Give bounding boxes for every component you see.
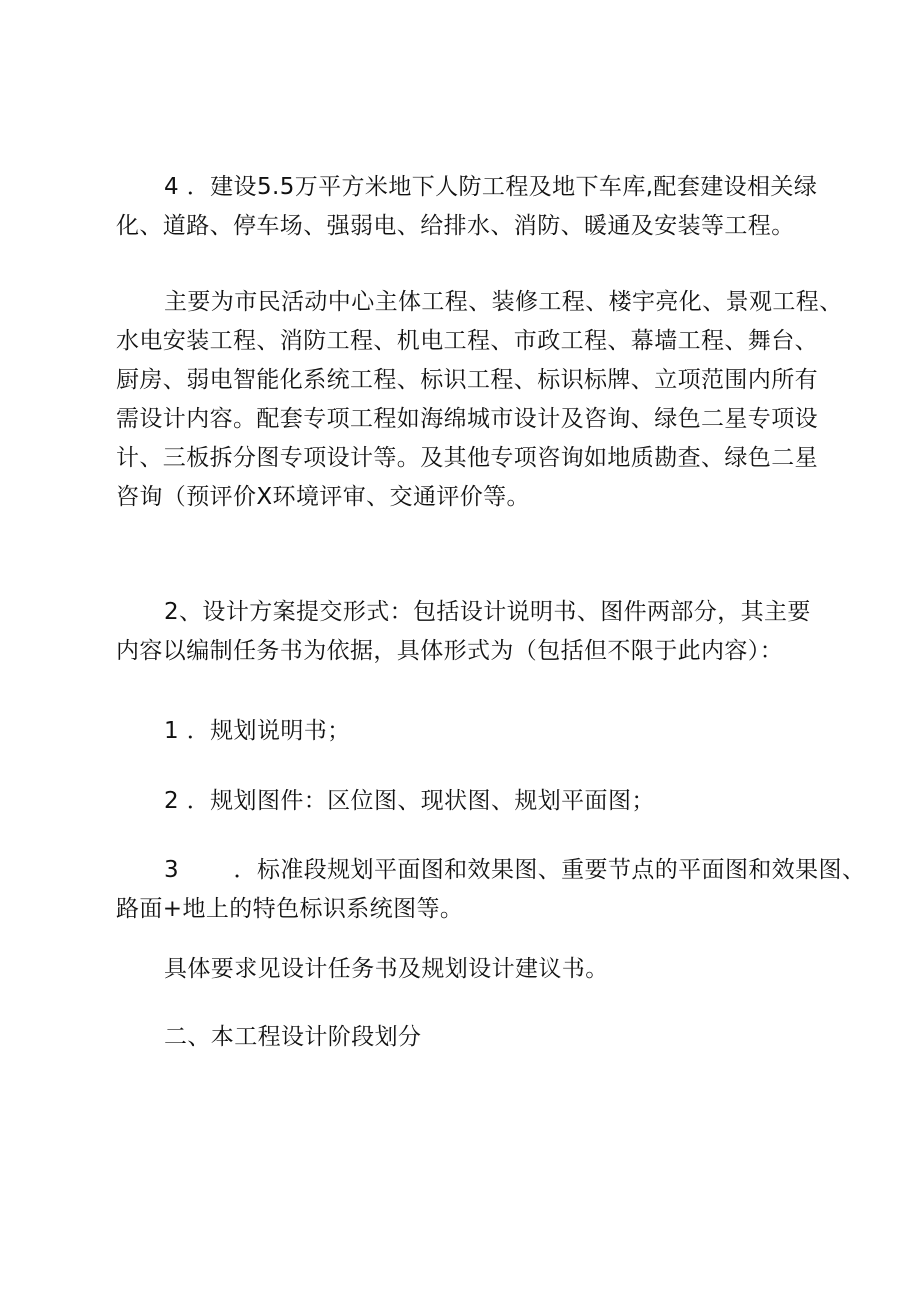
paragraph-line: 厨房、弱电智能化系统工程、标识工程、标识标牌、立项范围内所有: [116, 367, 818, 393]
paragraph-line: 需设计内容。配套专项工程如海绵城市设计及咨询、绿色二星专项设: [116, 406, 818, 432]
paragraph-main-works: [116, 283, 843, 517]
list-item-text: 2 ．规划图件：区位图、现状图、规划平面图；: [164, 788, 655, 814]
list-item-planning-drawings: [116, 782, 816, 821]
paragraph-requirements-note: [116, 950, 816, 989]
paragraph-line: 具体要求见设计任务书及规划设计建议书。: [164, 956, 609, 982]
paragraph-line: 内容以编制任务书为依据，具体形式为（包括但不限于此内容）：: [116, 638, 784, 664]
paragraph-line: 化、道路、停车场、强弱电、给排水、消防、暖通及安装等工程。: [116, 213, 795, 239]
list-item-text: 1 ．规划说明书；: [164, 718, 351, 744]
paragraph-line: 咨询（预评价Ⅹ环境评审、交通评价等。: [116, 484, 530, 510]
section-heading: [116, 1018, 816, 1057]
paragraph-line: 水电安装工程、消防工程、机电工程、市政工程、幕墙工程、舞台、: [116, 328, 818, 354]
paragraph-line: 2、设计方案提交形式：包括设计说明书、图件两部分，其主要: [164, 599, 811, 625]
paragraph-line: 路面+地上的特色标识系统图等。: [116, 896, 464, 922]
paragraph-construction-scope: [116, 168, 816, 246]
list-item-standard-section: [116, 851, 866, 929]
paragraph-line: 计、三板拆分图专项设计等。及其他专项咨询如地质勘查、绿色二星: [116, 445, 818, 471]
list-item-planning-description: [116, 712, 816, 751]
paragraph-submission-form: [116, 593, 816, 671]
paragraph-line: 3 ．标准段规划平面图和效果图、重要节点的平面图和效果图、: [164, 857, 866, 883]
heading-text: 二、本工程设计阶段划分: [164, 1024, 422, 1050]
paragraph-line: 4 ．建设5.5万平方米地下人防工程及地下车库,配套建设相关绿: [164, 174, 818, 200]
paragraph-line: 主要为市民活动中心主体工程、装修工程、楼宇亮化、景观工程、: [164, 289, 843, 315]
